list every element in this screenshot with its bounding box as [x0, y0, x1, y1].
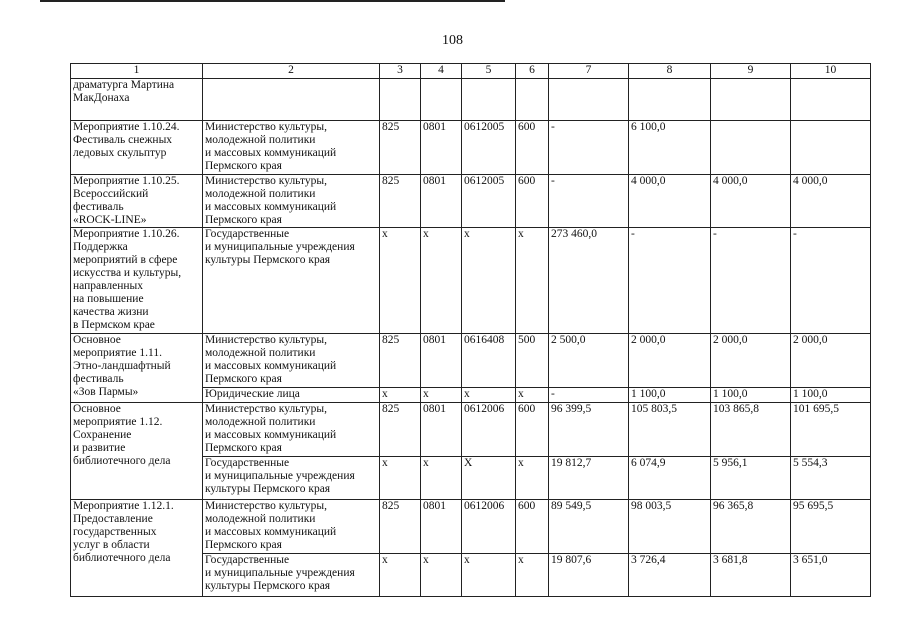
cell-col-5: 0612005: [462, 121, 516, 175]
cell-col-6: [516, 79, 549, 121]
cell-col-2: [203, 79, 380, 121]
table-row: [71, 79, 871, 121]
column-header-7: 7: [549, 64, 629, 79]
cell-col-8: 2 000,0: [629, 334, 711, 388]
table-row: [71, 228, 871, 334]
cell-col-10: [791, 79, 871, 121]
cell-col-3: x: [380, 228, 421, 334]
table-row: [71, 334, 871, 388]
cell-col-8: -: [629, 228, 711, 334]
cell-col-7: -: [549, 175, 629, 228]
cell-col-8: 4 000,0: [629, 175, 711, 228]
cell-col-2: Министерство культуры, молодежной политики и массовых коммуникаций Пермского края: [203, 334, 380, 388]
cell-col-4: x: [421, 457, 462, 500]
cell-col-6: x: [516, 228, 549, 334]
column-header-2: 2: [203, 64, 380, 79]
cell-col-2: Государственные и муниципальные учреждения культуры Пермского края: [203, 457, 380, 500]
cell-col-2: Министерство культуры, молодежной политики и массовых коммуникаций Пермского края: [203, 175, 380, 228]
cell-col-10: 3 651,0: [791, 554, 871, 597]
cell-col-9: [711, 121, 791, 175]
cell-col-5: x: [462, 554, 516, 597]
cell-col-7: 96 399,5: [549, 403, 629, 457]
table-row: [71, 175, 871, 228]
column-header-10: 10: [791, 64, 871, 79]
table-header-row: [71, 64, 871, 79]
cell-col-5: x: [462, 388, 516, 403]
cell-col-5: X: [462, 457, 516, 500]
cell-col-7: 273 460,0: [549, 228, 629, 334]
cell-col-6: 600: [516, 175, 549, 228]
cell-col-10: 2 000,0: [791, 334, 871, 388]
cell-col-10: 95 695,5: [791, 500, 871, 554]
column-header-6: 6: [516, 64, 549, 79]
cell-col-7: 89 549,5: [549, 500, 629, 554]
cell-col-8: 98 003,5: [629, 500, 711, 554]
cell-col-7: -: [549, 121, 629, 175]
cell-col-2: Министерство культуры, молодежной политики и массовых коммуникаций Пермского края: [203, 500, 380, 554]
cell-col-8: 1 100,0: [629, 388, 711, 403]
cell-col-5: 0612006: [462, 500, 516, 554]
cell-col-9: 2 000,0: [711, 334, 791, 388]
cell-col-10: [791, 121, 871, 175]
cell-col-5: [462, 79, 516, 121]
cell-col-2: Государственные и муниципальные учреждения культуры Пермского края: [203, 228, 380, 334]
cell-col-5: 0612005: [462, 175, 516, 228]
cell-col-3: 825: [380, 334, 421, 388]
cell-col-2: Министерство культуры, молодежной политики и массовых коммуникаций Пермского края: [203, 403, 380, 457]
cell-col-4: 0801: [421, 403, 462, 457]
top-border-line-segment: [445, 0, 505, 2]
cell-col-9: 1 100,0: [711, 388, 791, 403]
top-border-line: [40, 0, 445, 2]
cell-col-1: Мероприятие 1.10.26. Поддержка мероприятий в сфере искусства и культуры, направленных на повышение качества жизни в Пермском крае: [71, 228, 203, 334]
cell-col-1: Мероприятие 1.10.25. Всероссийский фестиваль «ROCK-LINE»: [71, 175, 203, 228]
cell-col-2: Министерство культуры, молодежной политики и массовых коммуникаций Пермского края: [203, 121, 380, 175]
cell-col-3: 825: [380, 500, 421, 554]
cell-col-6: 600: [516, 500, 549, 554]
table-row: [71, 500, 871, 554]
cell-col-3: x: [380, 388, 421, 403]
cell-col-9: 96 365,8: [711, 500, 791, 554]
cell-col-1: Мероприятие 1.12.1. Предоставление государственных услуг в области библиотечного дела: [71, 500, 203, 597]
cell-col-10: 101 695,5: [791, 403, 871, 457]
cell-col-8: 6 100,0: [629, 121, 711, 175]
cell-col-4: 0801: [421, 175, 462, 228]
budget-table: [70, 63, 871, 597]
cell-col-6: x: [516, 457, 549, 500]
cell-col-6: 500: [516, 334, 549, 388]
cell-col-3: x: [380, 554, 421, 597]
table-body: [71, 79, 871, 597]
cell-col-4: 0801: [421, 500, 462, 554]
cell-col-6: 600: [516, 403, 549, 457]
page-number: 108: [442, 33, 463, 48]
cell-col-4: [421, 79, 462, 121]
cell-col-5: 0616408: [462, 334, 516, 388]
column-header-3: 3: [380, 64, 421, 79]
cell-col-4: 0801: [421, 334, 462, 388]
cell-col-2: Государственные и муниципальные учреждения культуры Пермского края: [203, 554, 380, 597]
cell-col-5: x: [462, 228, 516, 334]
cell-col-8: [629, 79, 711, 121]
cell-col-7: [549, 79, 629, 121]
cell-col-8: 6 074,9: [629, 457, 711, 500]
cell-col-9: [711, 79, 791, 121]
cell-col-2: Юридические лица: [203, 388, 380, 403]
cell-col-9: -: [711, 228, 791, 334]
column-header-4: 4: [421, 64, 462, 79]
cell-col-1: Мероприятие 1.10.24. Фестиваль снежных ледовых скульптур: [71, 121, 203, 175]
cell-col-6: x: [516, 388, 549, 403]
table-row: [71, 121, 871, 175]
cell-col-1: драматурга Мартина МакДонаха: [71, 79, 203, 121]
column-header-8: 8: [629, 64, 711, 79]
cell-col-10: 4 000,0: [791, 175, 871, 228]
cell-col-9: 5 956,1: [711, 457, 791, 500]
cell-col-7: 19 812,7: [549, 457, 629, 500]
cell-col-10: 5 554,3: [791, 457, 871, 500]
cell-col-3: 825: [380, 121, 421, 175]
cell-col-3: [380, 79, 421, 121]
cell-col-3: 825: [380, 175, 421, 228]
cell-col-9: 3 681,8: [711, 554, 791, 597]
cell-col-10: -: [791, 228, 871, 334]
cell-col-9: 103 865,8: [711, 403, 791, 457]
cell-col-10: 1 100,0: [791, 388, 871, 403]
column-header-9: 9: [711, 64, 791, 79]
cell-col-5: 0612006: [462, 403, 516, 457]
cell-col-8: 105 803,5: [629, 403, 711, 457]
cell-col-9: 4 000,0: [711, 175, 791, 228]
cell-col-7: 2 500,0: [549, 334, 629, 388]
cell-col-7: -: [549, 388, 629, 403]
cell-col-3: 825: [380, 403, 421, 457]
cell-col-6: 600: [516, 121, 549, 175]
cell-col-8: 3 726,4: [629, 554, 711, 597]
cell-col-1: Основное мероприятие 1.12. Сохранение и развитие библиотечного дела: [71, 403, 203, 500]
column-header-1: 1: [71, 64, 203, 79]
cell-col-4: 0801: [421, 121, 462, 175]
column-header-5: 5: [462, 64, 516, 79]
cell-col-4: x: [421, 388, 462, 403]
cell-col-4: x: [421, 228, 462, 334]
table-row: [71, 403, 871, 457]
cell-col-7: 19 807,6: [549, 554, 629, 597]
cell-col-6: x: [516, 554, 549, 597]
cell-col-3: x: [380, 457, 421, 500]
cell-col-1: Основное мероприятие 1.11. Этно-ландшафтный фестиваль «Зов Пармы»: [71, 334, 203, 403]
cell-col-4: x: [421, 554, 462, 597]
